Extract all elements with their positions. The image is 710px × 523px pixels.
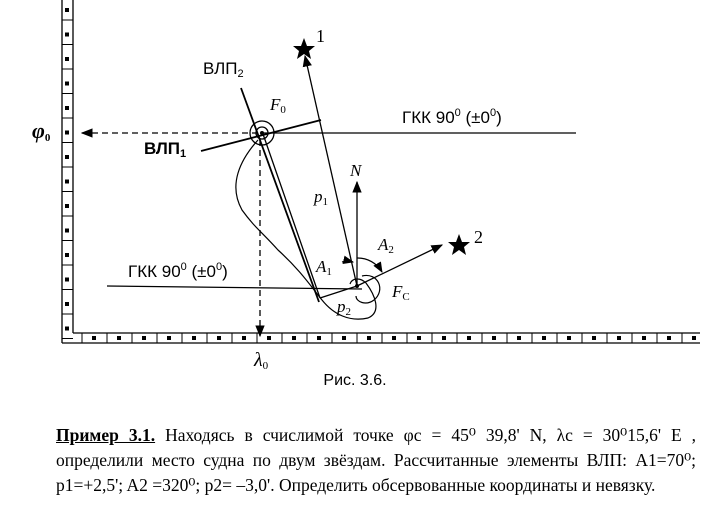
example-text: Находясь в счислимой точке φc = 45⁰ 39,8' N, λc = 30⁰15,6' E , определили место судна по двум звёздам. Рассчитанные элементы ВЛП: A1=70⁰; p1=+2,5'; A2 =320⁰; p2= –3,0'. Определить обсервованные координаты и невязку. [56, 425, 696, 495]
a1-label: $A_1$ [316, 257, 332, 278]
bottom-scale-mark [192, 336, 196, 340]
bottom-scale-mark [367, 336, 371, 340]
star2-bearing-line [357, 245, 442, 286]
left-scale-mark [65, 278, 69, 282]
star2-icon [448, 234, 470, 255]
bottom-scale-mark [567, 336, 571, 340]
bottom-scale-ticks [82, 333, 696, 343]
bottom-scale-mark [617, 336, 621, 340]
vlp2-line [241, 88, 319, 302]
bottom-scale-mark [492, 336, 496, 340]
bottom-scale-mark [592, 336, 596, 340]
bottom-scale-mark [242, 336, 246, 340]
bottom-scale-mark [642, 336, 646, 340]
f0-dot [260, 131, 264, 135]
example-title: Пример 3.1. [56, 425, 156, 445]
f0-fc-line [263, 134, 320, 298]
bottom-scale-mark [692, 336, 696, 340]
bottom-scale-mark [392, 336, 396, 340]
bottom-scale-mark [167, 336, 171, 340]
bottom-scale-mark [417, 336, 421, 340]
left-scale-mark [65, 253, 69, 257]
star2-label: 2 [474, 227, 483, 247]
fc-point [355, 284, 359, 288]
figure-caption: Рис. 3.6. [323, 372, 387, 389]
vlp1-line [201, 120, 321, 151]
bottom-scale-mark [667, 336, 671, 340]
bottom-scale-mark [467, 336, 471, 340]
phi0-label: $\varphi_0$ [32, 118, 51, 144]
left-scale-mark [65, 180, 69, 184]
north-label: N [350, 161, 362, 180]
vlp2-label: $ВЛП_2$ [203, 59, 244, 80]
left-scale-mark [65, 229, 69, 233]
left-scale-mark [65, 33, 69, 37]
left-scale-mark [65, 82, 69, 86]
left-scale-ticks [62, 8, 73, 339]
vlp1-label: $ВЛП_1$ [144, 139, 187, 160]
left-scale-mark [65, 106, 69, 110]
gkk-top-label: ГКК $90^0$ $(\pm 0^0)$ [402, 107, 502, 127]
left-scale-mark [65, 302, 69, 306]
bottom-scale-mark [342, 336, 346, 340]
bottom-scale-mark [442, 336, 446, 340]
bottom-scale-mark [517, 336, 521, 340]
gkk-bottom-line [107, 286, 362, 289]
f0-label: $F_0$ [270, 95, 286, 116]
fc-label: $F_C$ [392, 282, 410, 303]
frame [62, 0, 700, 343]
bottom-scale-mark [142, 336, 146, 340]
a1-arc [342, 261, 353, 262]
p2-label: $p_2$ [337, 297, 351, 318]
example-paragraph [56, 423, 696, 498]
bottom-scale-mark [317, 336, 321, 340]
a2-label: $A_2$ [378, 235, 394, 256]
star1-icon [293, 38, 315, 59]
star1-label: 1 [316, 26, 325, 46]
left-scale-mark [65, 327, 69, 331]
bottom-scale-mark [267, 336, 271, 340]
bottom-scale-mark [217, 336, 221, 340]
left-scale-mark [65, 57, 69, 61]
left-scale-mark [65, 131, 69, 135]
bottom-scale-mark [542, 336, 546, 340]
lambda0-label: $\lambda_0$ [254, 349, 269, 372]
left-scale-mark [65, 204, 69, 208]
bottom-scale-mark [117, 336, 121, 340]
a2-arc [357, 258, 382, 272]
bottom-scale-mark [292, 336, 296, 340]
p1-label: $p_1$ [314, 187, 328, 208]
bottom-scale-mark [92, 336, 96, 340]
left-scale-mark [65, 8, 69, 12]
gkk-bottom-label: ГКК $90^0$ $(\pm 0^0)$ [128, 261, 228, 281]
left-scale-mark [65, 155, 69, 159]
